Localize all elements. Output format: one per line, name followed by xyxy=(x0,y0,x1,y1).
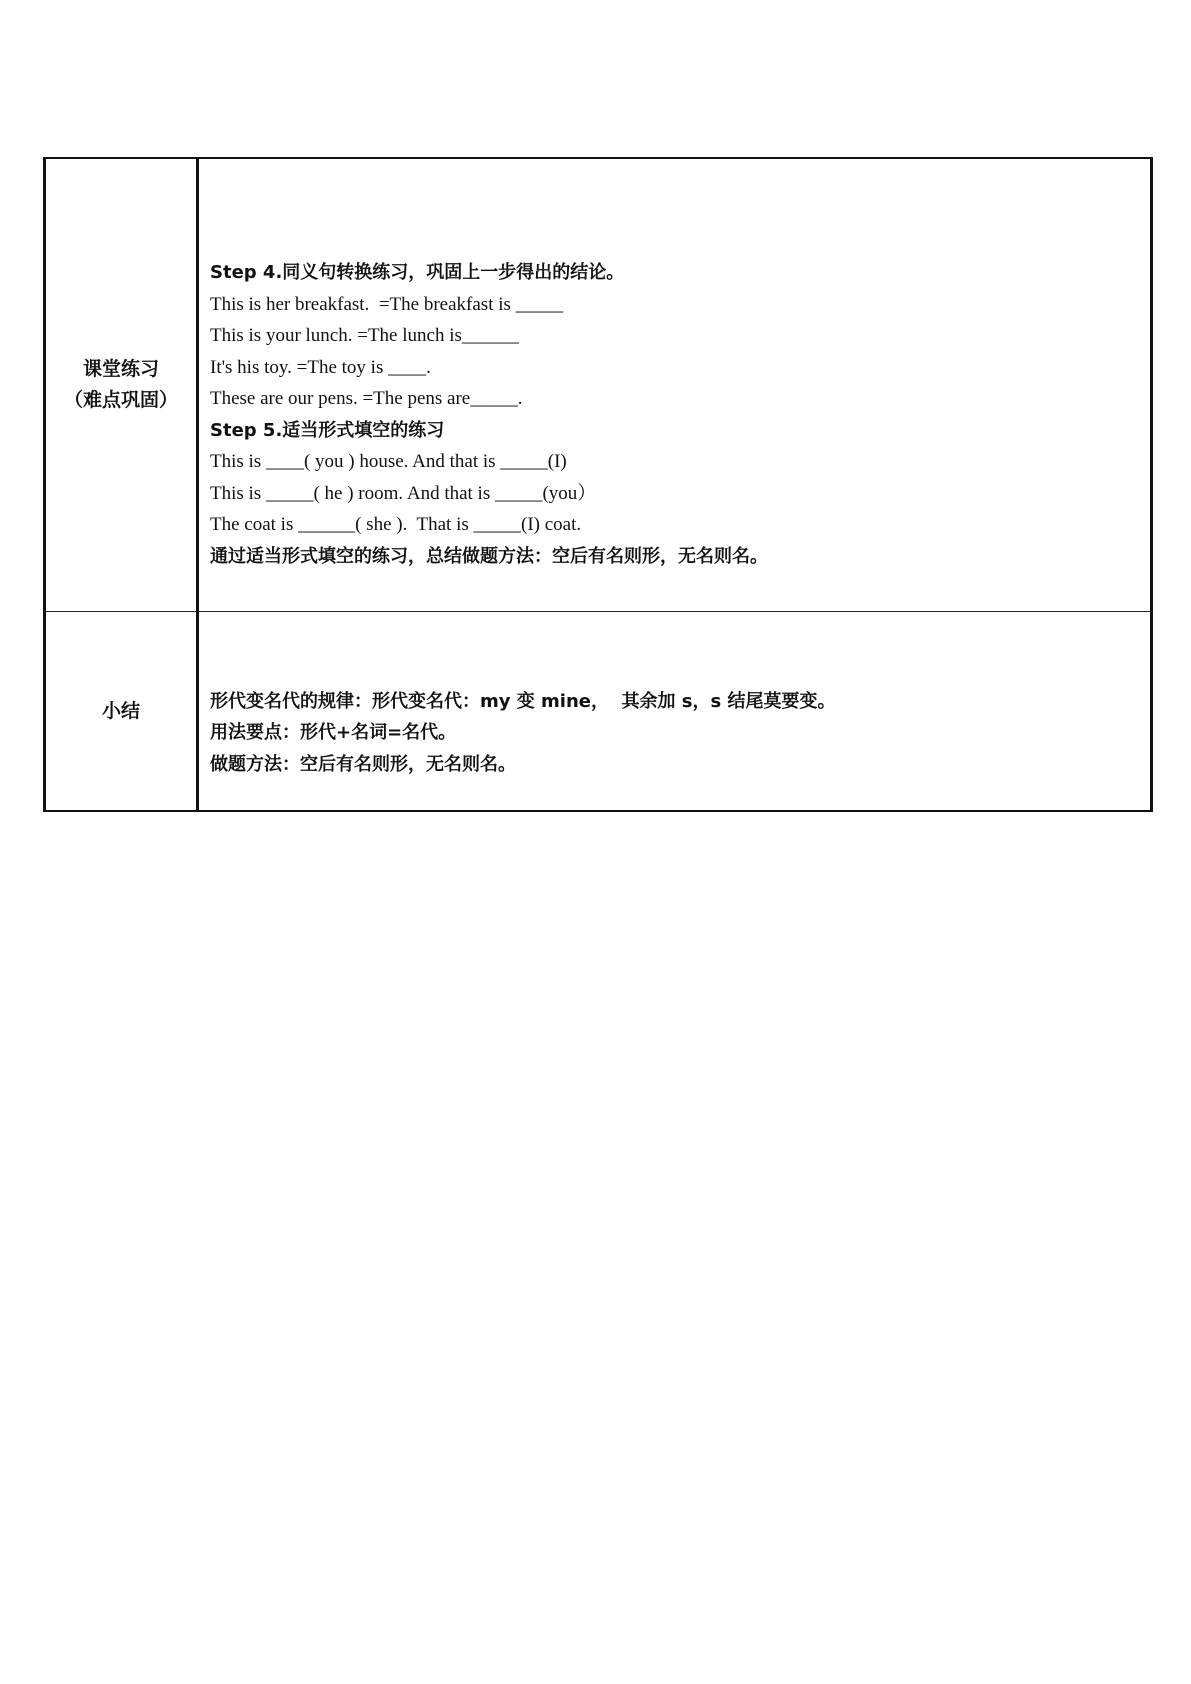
practice-label-line-1: 课堂练习 xyxy=(82,358,159,380)
practice-content-cell xyxy=(198,158,1152,612)
table-row-summary xyxy=(45,612,1152,812)
practice-label-cell xyxy=(45,158,198,612)
summary-content-cell xyxy=(198,612,1152,812)
practice-line-4: It's his toy. =The toy is ____. xyxy=(210,356,431,378)
summary-line-1: 形代变名代的规律：形代变名代：my 变 mine， 其余加 s，s 结尾莫要变。 xyxy=(210,690,836,712)
table-row-practice xyxy=(45,158,1152,612)
practice-lines xyxy=(210,198,1142,572)
practice-line-1: Step 4.同义句转换练习，巩固上一步得出的结论。 xyxy=(210,262,625,283)
summary-label: 小结 xyxy=(101,699,140,722)
practice-line-9: The coat is ______( she ). That is _____(I) coat. xyxy=(210,514,582,535)
summary-label-cell xyxy=(45,612,198,812)
summary-line-3: 做题方法：空后有名则形，无名则名。 xyxy=(210,753,516,775)
practice-line-10: 通过适当形式填空的练习，总结做题方法：空后有名则形，无名则名。 xyxy=(210,545,768,567)
practice-line-2: This is her breakfast. =The breakfast is _____ xyxy=(210,293,564,315)
practice-line-7: This is ____( you ) house. And that is _____(I) xyxy=(210,451,567,472)
practice-line-8: This is _____( he ) room. And that is _____(you） xyxy=(210,482,597,504)
practice-line-3: This is your lunch. =The lunch is______ xyxy=(210,325,519,346)
practice-line-6: Step 5.适当形式填空的练习 xyxy=(210,419,445,441)
lesson-table xyxy=(43,157,1153,812)
practice-label-line-2: （难点巩固） xyxy=(63,389,178,411)
practice-line-5: These are our pens. =The pens are_____. xyxy=(210,388,523,409)
summary-lines xyxy=(210,642,1142,781)
summary-line-2: 用法要点：形代+名词=名代。 xyxy=(210,722,457,744)
